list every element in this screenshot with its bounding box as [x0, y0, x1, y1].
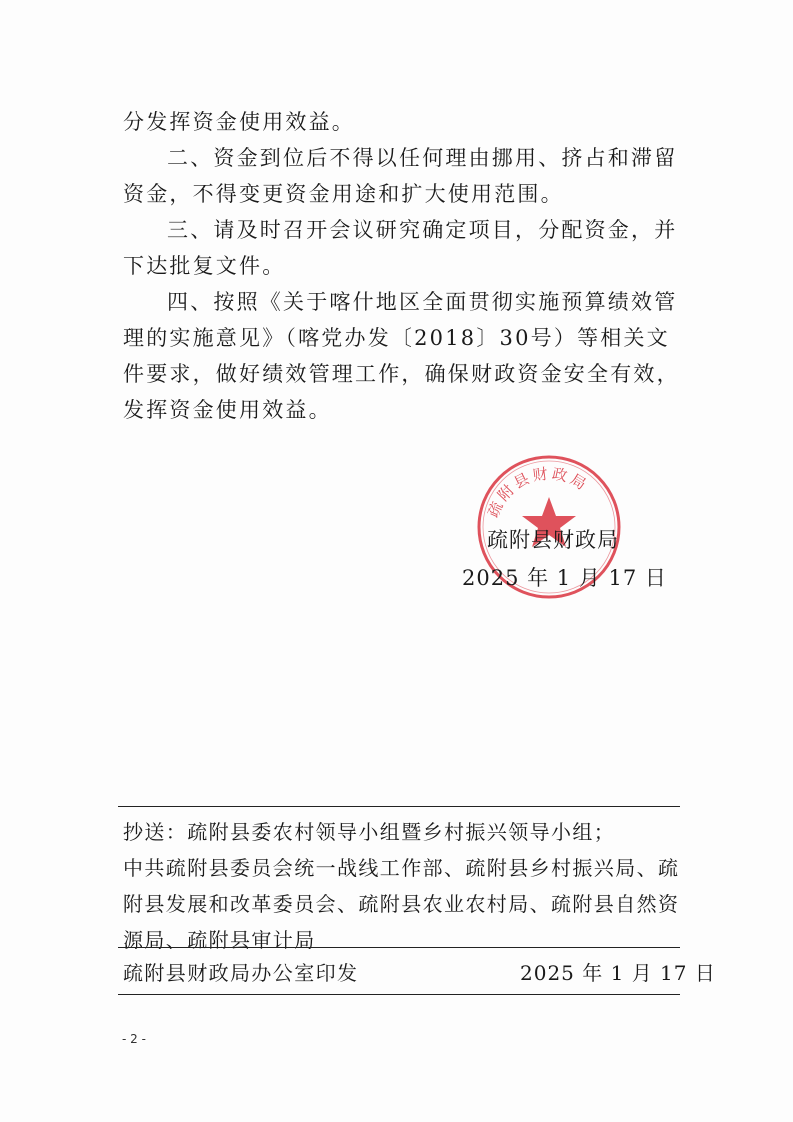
cc-line-2: 中共疏附县委员会统一战线工作部、疏附县乡村振兴局、疏附县发展和改革委员会、疏附县农业农村局、疏附县自然资源局、疏附县审计局	[123, 856, 680, 952]
paragraph-item-2: 二、资金到位后不得以任何理由挪用、挤占和滞留资金，不得变更资金用途和扩大使用范围。	[123, 146, 678, 206]
paragraph-item-3: 三、请及时召开会议研究确定项目，分配资金，并下达批复文件。	[123, 218, 678, 278]
footer-rule-middle	[118, 947, 680, 948]
svg-text:疏附县财政局	[484, 464, 592, 520]
issuing-office: 疏附县财政局办公室印发	[123, 961, 359, 985]
signing-date: 2025 年 1 月 17 日	[462, 566, 667, 590]
signing-office: 疏附县财政局	[487, 528, 619, 552]
cc-block	[123, 814, 683, 958]
page-number: - 2 -	[122, 1032, 146, 1046]
footer-rule-bottom	[118, 994, 680, 995]
cc-line-1: 抄送：疏附县委农村领导小组暨乡村振兴领导小组；	[123, 820, 616, 844]
document-body	[123, 104, 683, 428]
footer-rule-top	[118, 806, 680, 807]
seal-text: 疏附县财政局	[484, 464, 592, 521]
paragraph-continuation: 分发挥资金使用效益。	[123, 110, 355, 134]
paragraph-item-4: 四、按照《关于喀什地区全面贯彻实施预算绩效管理的实施意见》（喀党办发〔2018〕30号）等相关文件要求，做好绩效管理工作，确保财政资金安全有效，发挥资金使用效益。	[123, 290, 680, 422]
issue-date: 2025 年 1 月 17 日	[520, 961, 716, 985]
